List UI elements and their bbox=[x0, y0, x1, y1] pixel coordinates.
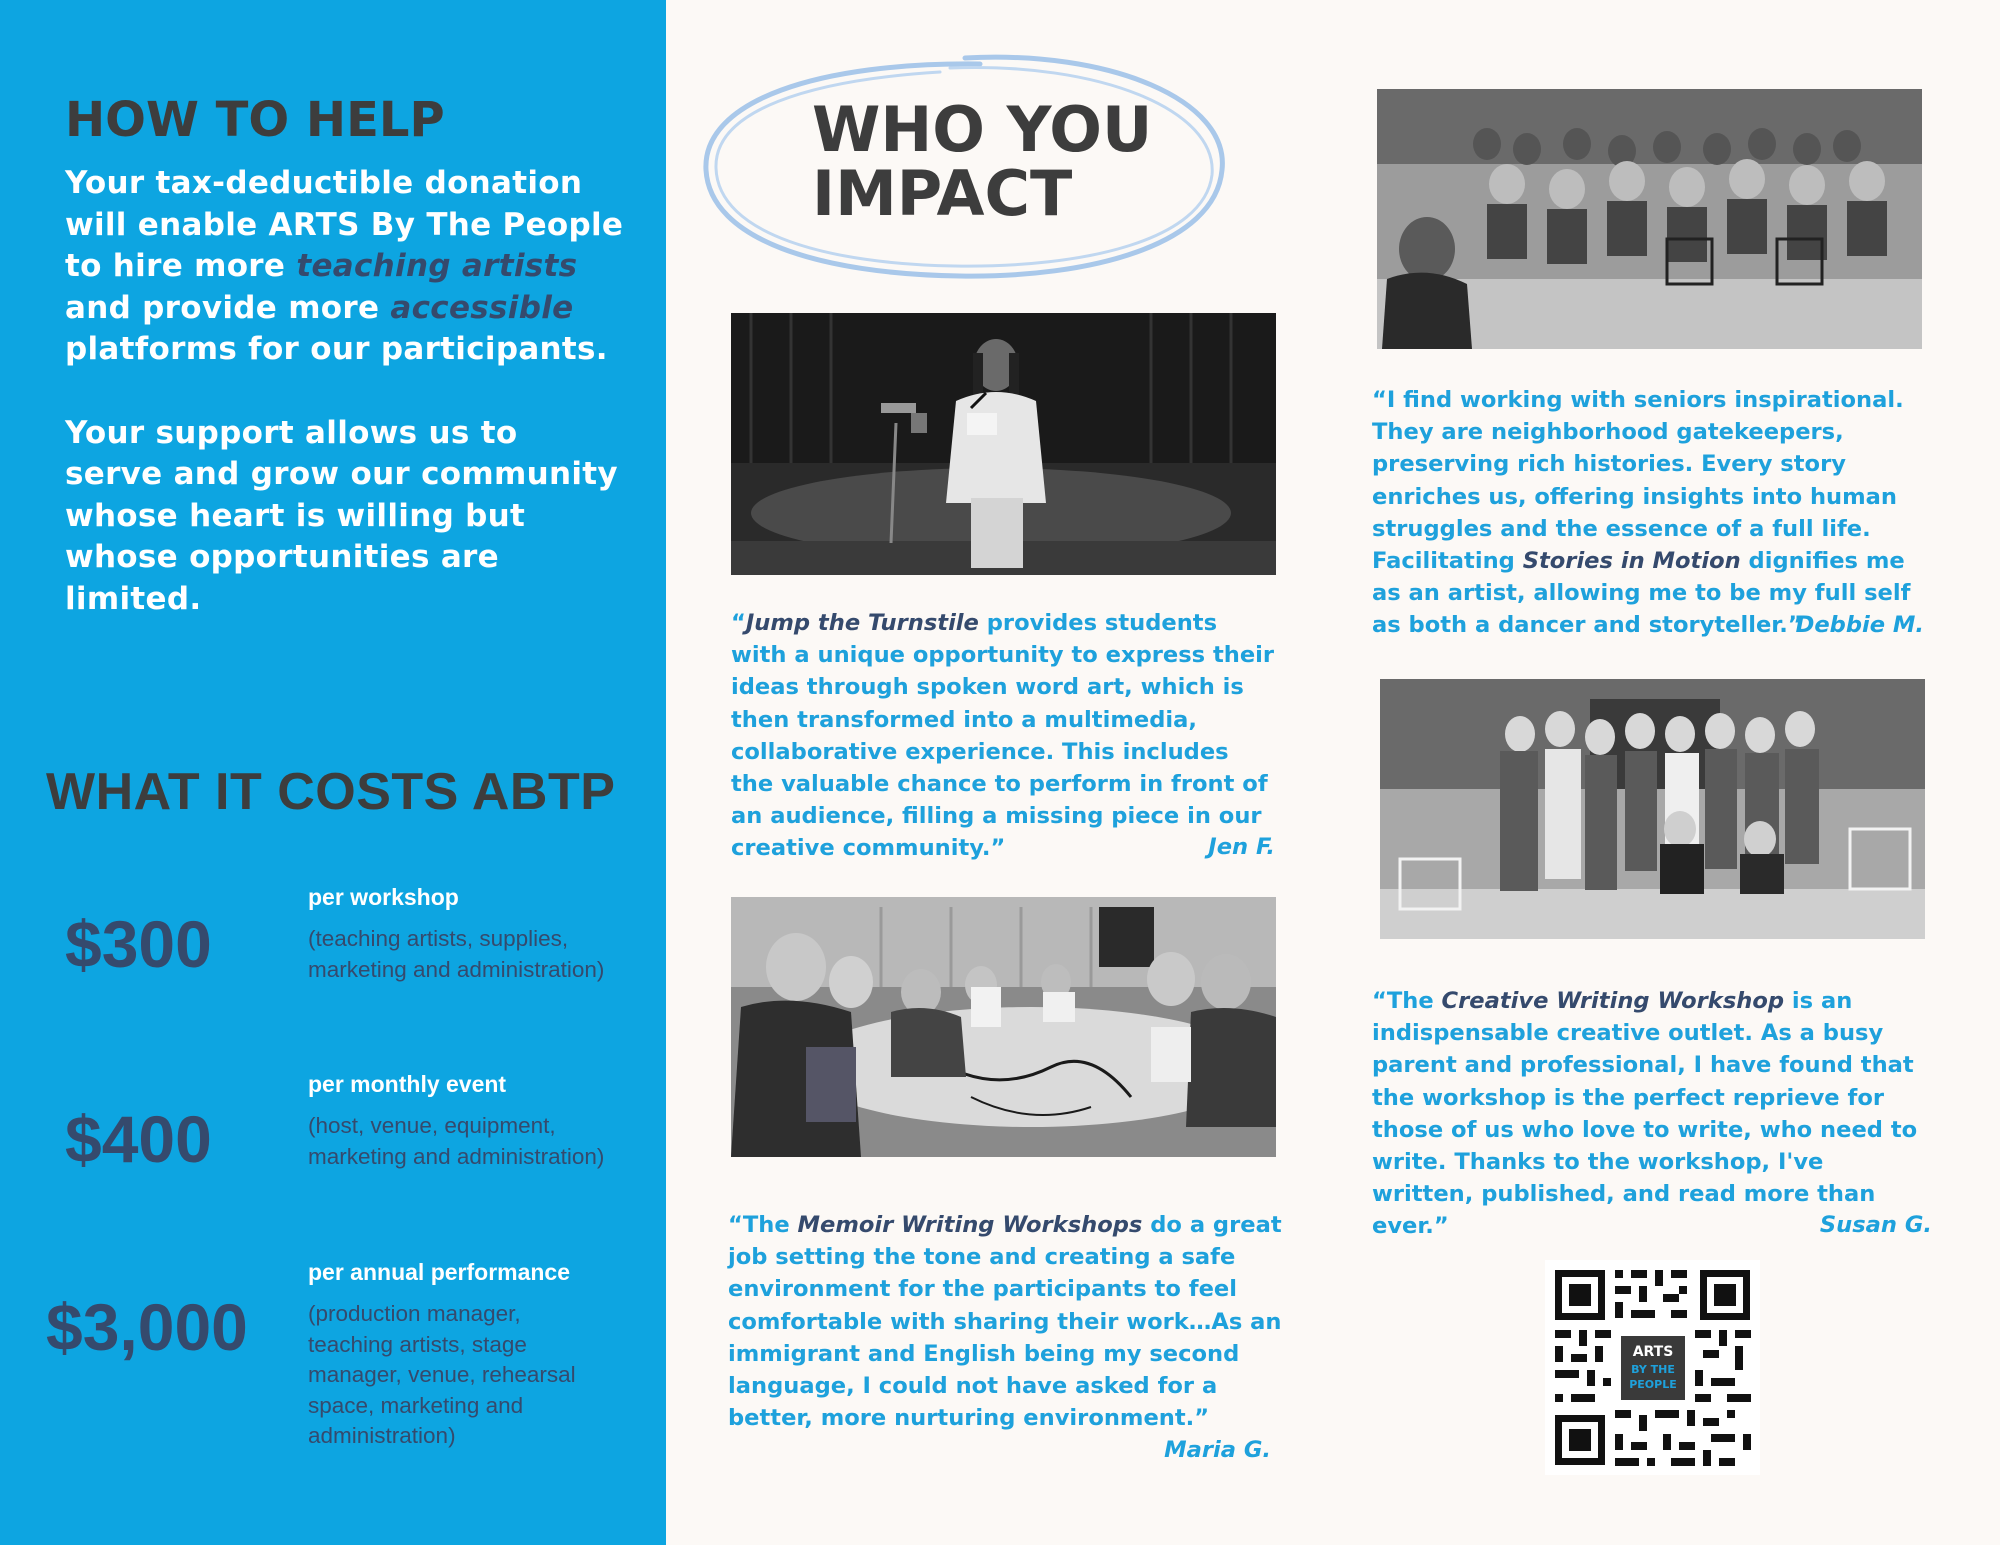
quote-author-debbie: Debbie M. bbox=[1795, 612, 1924, 638]
donation-text-c: and provide more bbox=[65, 289, 391, 326]
program-name-emphasis: Memoir Writing Workshops bbox=[797, 1212, 1143, 1238]
qr-logo-arts: ARTS bbox=[1632, 1344, 1674, 1360]
how-to-help-heading: HOW TO HELP bbox=[65, 92, 445, 148]
memoir-workshop-photo bbox=[731, 897, 1276, 1157]
program-name-emphasis: Stories in Motion bbox=[1522, 548, 1741, 575]
quote-susan bbox=[1372, 985, 1932, 1243]
who-you-impact-heading bbox=[812, 93, 1153, 230]
quote-jen bbox=[731, 607, 1276, 865]
donation-text-a: Your tax-deductible donation will enable ARTS By The People to hire more bbox=[65, 165, 624, 285]
seniors-gathering-photo bbox=[1377, 89, 1922, 349]
quote-author-jen: Jen F. bbox=[1208, 834, 1275, 860]
cost-heading: per monthly event bbox=[308, 1071, 507, 1097]
teaching-artists-emphasis: teaching artists bbox=[296, 248, 578, 285]
donation-text-e: platforms for our participants. bbox=[65, 331, 608, 368]
quote-text: dignifies me as an artist, allowing me to be my full self as both a dancer and storyteller.” bbox=[1372, 548, 1911, 639]
cost-detail: (production manager, teaching artists, stage manager, venue, rehearsal space, marketing and administration) bbox=[308, 1301, 576, 1448]
program-name-emphasis: Creative Writing Workshop bbox=[1441, 988, 1785, 1014]
quote-text: is an indispensable creative outlet. As a busy parent and professional, I have found that the workshop is the perfect reprieve for those of us who love to write, who need to write. Thanks to the workshop, I've written, published, and read more than ever.” bbox=[1372, 988, 1918, 1240]
cost-heading: per workshop bbox=[308, 884, 459, 910]
quote-author-maria: Maria G. bbox=[1164, 1437, 1271, 1463]
impact-title-line2: IMPACT bbox=[812, 157, 1073, 230]
quote-open-mark: “The bbox=[728, 1212, 798, 1238]
cost-detail: (teaching artists, supplies, marketing and administration) bbox=[308, 926, 605, 982]
quote-text: “I find working with seniors inspirational. They are neighborhood gatekeepers, preserving rich histories. Every story enriches us, offering insights into human struggles and the essence of a full life. Facilitating bbox=[1372, 387, 1904, 575]
what-it-costs-heading: WHAT IT COSTS ABTP bbox=[46, 763, 616, 821]
stage-performer-photo bbox=[731, 313, 1276, 575]
quote-open-mark: “The bbox=[1372, 988, 1442, 1014]
creative-writing-group-photo bbox=[1380, 679, 1925, 939]
qr-logo-by-the: BY THE bbox=[1631, 1363, 1675, 1376]
how-to-help-panel bbox=[0, 0, 666, 1545]
impact-title-line1: WHO YOU bbox=[812, 93, 1153, 166]
program-name-emphasis: Jump the Turnstile bbox=[745, 610, 979, 636]
qr-code-graphic bbox=[1545, 1260, 1760, 1475]
cost-detail: (host, venue, equipment, marketing and administration) bbox=[308, 1113, 605, 1169]
donation-qr-code[interactable] bbox=[1545, 1260, 1760, 1475]
quote-author-susan: Susan G. bbox=[1819, 1212, 1932, 1238]
quote-text: provides students with a unique opportunity to express their ideas through spoken word art, which is then transformed into a multimedia, collaborative experience. This includes the valuable chance to perform in front of an audience, filling a missing piece in our creative community.” bbox=[731, 610, 1275, 862]
cost-amount: $300 bbox=[65, 907, 212, 981]
donation-paragraph bbox=[65, 163, 625, 371]
cost-heading: per annual performance bbox=[308, 1259, 571, 1285]
cost-amount: $3,000 bbox=[46, 1290, 248, 1364]
quote-maria bbox=[728, 1209, 1288, 1434]
quote-debbie bbox=[1372, 384, 1932, 642]
cost-amount: $400 bbox=[65, 1102, 212, 1176]
support-paragraph: Your support allows us to serve and grow our community whose heart is willing but whose opportunities are limited. bbox=[65, 414, 618, 617]
quote-open-mark: “ bbox=[731, 610, 746, 636]
how-to-help-text bbox=[65, 163, 625, 621]
qr-logo-people: PEOPLE bbox=[1629, 1378, 1677, 1391]
quote-text: do a great job setting the tone and creating a safe environment for the participants to feel comfortable with sharing their work…As an immigrant and English being my second language, I could not have asked for a better, more nurturing environment.” bbox=[728, 1212, 1282, 1432]
accessible-emphasis: accessible bbox=[390, 289, 574, 326]
